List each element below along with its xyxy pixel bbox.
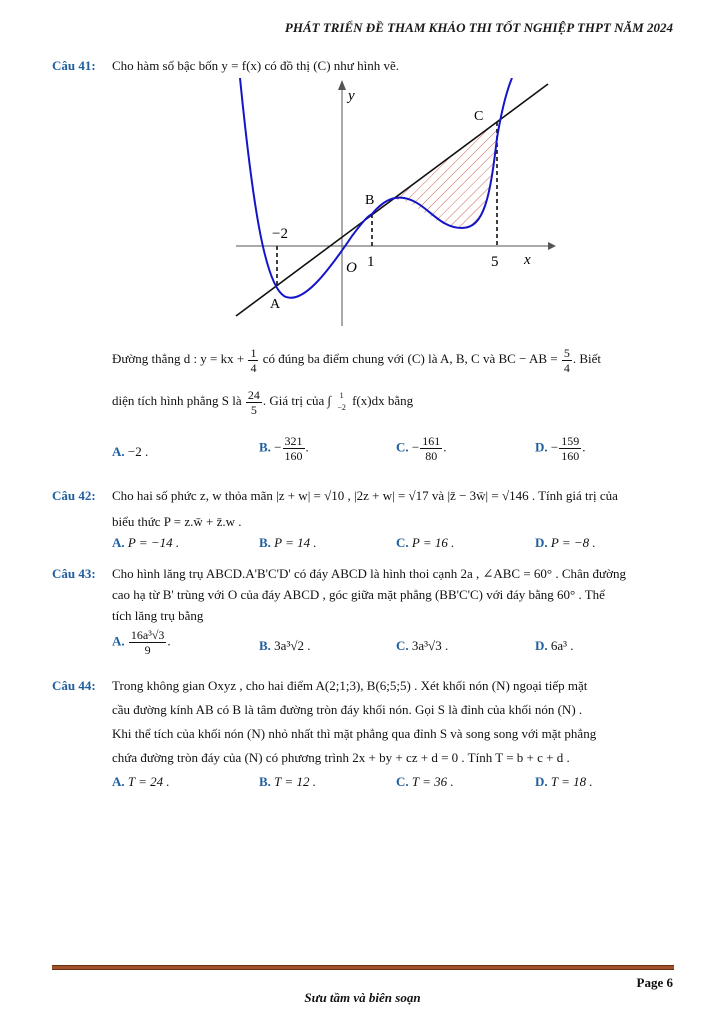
fraction: $\frac{24}{5}$ [247,387,260,417]
answer-c[interactable]: C. 3a³√3 . [396,638,449,653]
point-label-a: A [270,297,281,312]
page-number: Page 6 [636,975,673,990]
question-text: Cho hàm số bậc bốn y = f(x) có đồ thị (C) như hình vẽ. [112,58,399,73]
q42-line-2: biểu thức P = z.w̄ + z̄.w . [112,514,242,529]
question-44 [52,674,674,770]
q43-line-2: cao hạ từ B' trùng với O của đáy ABCD , góc giữa mặt phẳng (BB'C'C) với đáy bằng 60° . Thể [112,587,605,602]
hatched-area [372,122,497,228]
x-axis-label: x [524,252,531,268]
answer-b[interactable]: B. − $\frac{321}{160}$ . [259,434,309,463]
x-axis-arrow-icon [548,242,556,250]
q43-line-3: tích lăng trụ bằng [112,608,204,623]
question-42 [52,483,674,535]
question-label: Câu 43: [52,566,96,581]
y-axis-label: y [348,88,355,104]
page-header: PHÁT TRIỂN ĐỀ THAM KHẢO THI TỐT NGHIỆP THPT NĂM 2024 [284,20,673,35]
answer-d[interactable]: D. 6a³ . [535,638,574,653]
function-graph [222,78,562,328]
point-label-c: C [474,109,484,124]
answer-b[interactable]: B. T = 12 . [259,774,316,789]
origin-label: O [346,260,357,276]
question-41 [52,55,674,77]
question-41-body [52,342,674,418]
footer-credit: Sưu tầm và biên soạn [304,990,421,1005]
answer-c[interactable]: C. P = 16 . [396,535,455,550]
q41-line-1: Đường thẳng d : y = kx + $\frac{1}{4}$ có đúng ba điểm chung với (C) là A, B, C và BC − AB = $\frac{5}{4}$ . Biết [112,345,602,375]
answer-d[interactable]: D. − $\frac{159}{160}$ . [535,434,586,463]
answer-c[interactable]: C. T = 36 . [396,774,454,789]
q43-line-1: Cho hình lăng trụ ABCD.A'B'C'D' có đáy ABCD là hình thoi cạnh 2a , ∠ABC = 60° . Chân đường [112,566,626,581]
answer-d[interactable]: D. T = 18 . [535,774,593,789]
question-label: Câu 42: [52,488,96,503]
answer-b[interactable]: B. 3a³√2 . [259,638,311,653]
fraction: $\frac{1}{4}$ [250,345,257,375]
y-axis-arrow-icon [338,80,346,90]
q44-line-2: cầu đường kính AB có B là tâm đường tròn đáy khối nón. Gọi S là đỉnh của khối nón (N) . [112,702,583,717]
answer-d[interactable]: D. P = −8 . [535,535,596,550]
integral-limits: 1 −2 [337,391,346,413]
q42-line-1: Cho hai số phức z, w thỏa mãn |z + w| = √10 , |2z + w| = √17 và |z̄ − 3w̄| = √146 . Tính giá trị của [112,488,618,503]
point-label-b: B [365,193,375,208]
q44-line-4: chứa đường tròn đáy của (N) có phương trình 2x + by + cz + d = 0 . Tính T = b + c + d . [112,750,570,765]
answer-a[interactable]: A. P = −14 . [112,535,180,550]
tick-label-neg2: −2 [272,226,288,242]
answer-b[interactable]: B. P = 14 . [259,535,317,550]
tick-label-1: 1 [367,254,375,270]
answer-a[interactable]: A. −2 . [112,444,149,459]
fraction: $\frac{5}{4}$ [563,345,570,375]
answer-a[interactable]: A. T = 24 . [112,774,170,789]
q44-line-1: Trong không gian Oxyz , cho hai điểm A(2;1;3), B(6;5;5) . Xét khối nón (N) ngoại tiếp mặt [112,678,588,693]
q41-line-2: diện tích hình phẳng S là $\frac{24}{5}$ . Giá trị của ∫ 1 −2 f(x)dx bằng [112,387,414,417]
answer-a[interactable]: A. $\frac{\text{16a³√3}}{9}$ . [112,628,171,657]
question-label: Câu 44: [52,678,96,693]
q44-line-3: Khi thể tích của khối nón (N) nhỏ nhất thì mặt phẳng qua đỉnh S và song song với mặt phẳng [112,726,597,741]
footer-rule [52,965,674,970]
question-label: Câu 41: [52,58,96,73]
question-43 [52,563,674,626]
answer-c[interactable]: C. − $\frac{161}{80}$ . [396,434,447,463]
tick-label-5: 5 [491,254,499,270]
